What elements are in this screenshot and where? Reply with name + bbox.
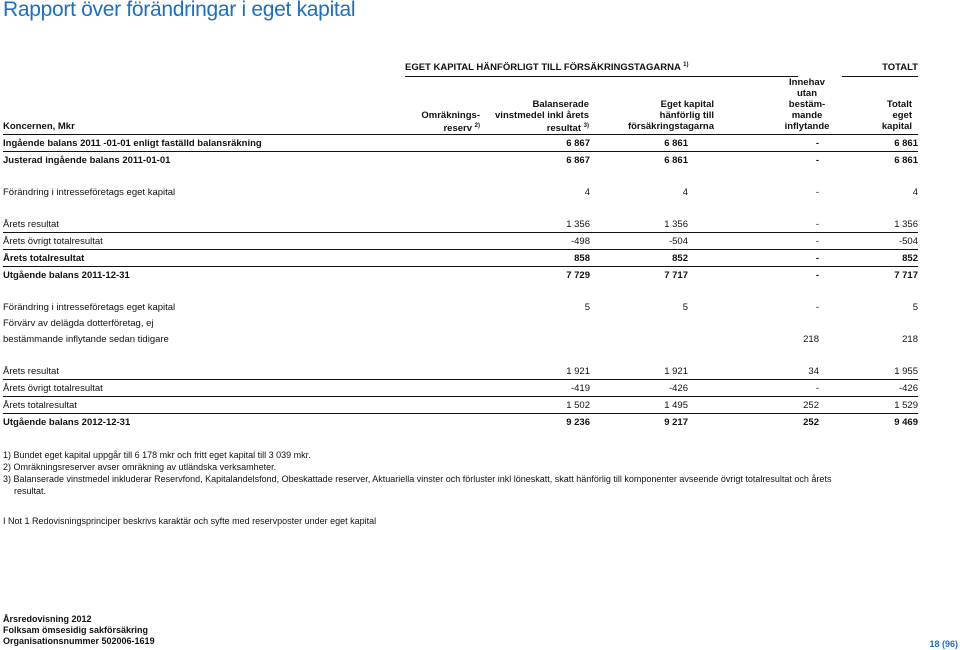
row-label: Årets resultat bbox=[3, 218, 59, 230]
group-header-text: EGET KAPITAL HÄNFÖRLIGT TILL FÖRSÄKRINGSTAGARNA bbox=[405, 62, 681, 74]
footnote-3: 3) Balanserade vinstmedel inkluderar Reservfond, Kapitalandelsfond, Obeskattade reserver, Aktuariella vinster och förluster inkl löneskatt, skatt hänförlig till komponenter avseende övrigt totalresultat och årets bbox=[3, 474, 832, 484]
cell-total-equity bbox=[819, 315, 918, 331]
cell-minority: - bbox=[688, 380, 819, 397]
cell-equity-policyholders: 9 217 bbox=[590, 414, 688, 431]
row-label: Årets övrigt totalresultat bbox=[3, 380, 479, 397]
cell-minority bbox=[688, 315, 819, 331]
cell-total-equity: 5 bbox=[912, 301, 918, 313]
row-label-header: Koncernen, Mkr bbox=[3, 121, 75, 132]
spacer-cell bbox=[3, 347, 918, 363]
cell-minority: - bbox=[688, 152, 819, 169]
col-header-line: Omräknings- bbox=[421, 110, 480, 121]
footnote-2: 2) Omräkningsreserver avser omräkning av utländska verksamheter. bbox=[3, 462, 277, 472]
col-header-line: hänförlig till bbox=[659, 110, 714, 121]
cell-minority: 252 bbox=[688, 414, 819, 431]
cell-equity-policyholders: 1 495 bbox=[590, 397, 688, 414]
cell-total-equity: 4 bbox=[912, 186, 918, 198]
cell-retained-earnings: 1 921 bbox=[566, 365, 590, 377]
cell-retained-earnings: 1 502 bbox=[479, 397, 590, 414]
cell-total-equity: 6 861 bbox=[819, 152, 918, 169]
row-label: Förändring i intresseföretags eget kapital bbox=[3, 186, 176, 198]
col-header-line: försäkringstagarna bbox=[627, 121, 714, 132]
cell-equity-policyholders: -504 bbox=[590, 233, 688, 250]
cell-retained-earnings: 1 356 bbox=[566, 218, 590, 230]
col-header-line: resultat bbox=[546, 123, 582, 135]
cell-equity-policyholders: 1 356 bbox=[664, 218, 688, 230]
col-header-line: kapital bbox=[881, 121, 912, 132]
group-underline-total bbox=[842, 76, 918, 77]
cell-retained-earnings: 858 bbox=[479, 250, 590, 267]
cell-minority: - bbox=[815, 186, 819, 198]
table-row bbox=[3, 380, 918, 397]
table-row bbox=[3, 414, 918, 431]
row-label: Förändring i intresseföretags eget kapital bbox=[3, 301, 176, 313]
footer bbox=[3, 614, 155, 647]
cell-total-equity: 9 469 bbox=[819, 414, 918, 431]
group-underline bbox=[405, 76, 798, 77]
cell-retained-earnings bbox=[479, 331, 590, 347]
cell-total-equity: -426 bbox=[819, 380, 918, 397]
cell-minority: 252 bbox=[688, 397, 819, 414]
page-title: Rapport över förändringar i eget kapital bbox=[3, 0, 356, 21]
row-label: Utgående balans 2011-12-31 bbox=[3, 267, 479, 284]
cell-equity-policyholders: 5 bbox=[682, 301, 688, 313]
cell-minority: - bbox=[688, 267, 819, 284]
col-header-line: Eget kapital bbox=[660, 99, 714, 110]
cell-minority: - bbox=[688, 250, 819, 267]
row-label: Årets totalresultat bbox=[3, 250, 479, 267]
cell-equity-policyholders: 7 717 bbox=[590, 267, 688, 284]
spacer-row bbox=[3, 347, 918, 363]
table-row bbox=[3, 363, 918, 380]
col-header-line: Totalt bbox=[886, 99, 912, 110]
col-header-retained-earnings bbox=[495, 99, 589, 134]
cell-equity-policyholders: -426 bbox=[590, 380, 688, 397]
spacer-cell bbox=[3, 283, 918, 299]
cell-minority: - bbox=[688, 233, 819, 250]
row-label: Årets övrigt totalresultat bbox=[3, 233, 479, 250]
cell-total-equity: 852 bbox=[819, 250, 918, 267]
col-header-line: reserv bbox=[443, 123, 473, 135]
cell-total-equity: 218 bbox=[902, 333, 918, 345]
col-header-line: Innehav bbox=[789, 77, 825, 88]
table-row bbox=[3, 184, 918, 200]
spacer-row bbox=[3, 168, 918, 184]
table-row bbox=[3, 250, 918, 267]
cell-retained-earnings: 6 867 bbox=[566, 137, 590, 149]
row-label: Förvärv av delägda dotterföretag, ej bbox=[3, 317, 154, 329]
col-header-line: vinstmedel inkl årets bbox=[495, 110, 589, 121]
row-label: bestämmande inflytande sedan tidigare bbox=[3, 333, 169, 345]
cell-minority: - bbox=[815, 218, 819, 230]
row-label: Utgående balans 2012-12-31 bbox=[3, 414, 479, 431]
cell-minority: - bbox=[815, 301, 819, 313]
spacer-cell bbox=[3, 168, 918, 184]
cell-equity-policyholders: 6 861 bbox=[590, 152, 688, 169]
table-row bbox=[3, 267, 918, 284]
col-header-minority bbox=[772, 77, 842, 132]
col-header-line: bestäm- bbox=[788, 99, 826, 110]
col-header-total-equity bbox=[882, 99, 912, 132]
row-label: Ingående balans 2011 -01-01 enligt faställd balansräkning bbox=[3, 137, 262, 149]
cell-retained-earnings bbox=[479, 315, 590, 331]
cell-retained-earnings: -419 bbox=[479, 380, 590, 397]
accounting-reference: I Not 1 Redovisningsprinciper beskrivs karaktär och syfte med reservposter under eget kapital bbox=[3, 516, 377, 526]
cell-equity-policyholders: 1 921 bbox=[664, 365, 688, 377]
cell-retained-earnings: 5 bbox=[584, 301, 590, 313]
spacer-cell bbox=[3, 200, 918, 216]
table-row bbox=[3, 152, 918, 169]
table-row bbox=[3, 299, 918, 315]
cell-retained-earnings: -498 bbox=[479, 233, 590, 250]
cell-retained-earnings: 6 867 bbox=[479, 152, 590, 169]
cell-total-equity: 1 955 bbox=[894, 365, 918, 377]
footnote-1: 1) Bundet eget kapital uppgår till 6 178 mkr och fritt eget kapital till 3 039 mkr. bbox=[3, 450, 311, 460]
spacer-row bbox=[3, 283, 918, 299]
col-header-line: eget bbox=[892, 110, 912, 121]
table-row bbox=[3, 397, 918, 414]
cell-total-equity: -504 bbox=[819, 233, 918, 250]
equity-table bbox=[3, 135, 918, 430]
footer-company: Folksam ömsesidig sakförsäkring bbox=[3, 625, 149, 635]
row-label: Justerad ingående balans 2011-01-01 bbox=[3, 152, 479, 169]
table-row bbox=[3, 315, 918, 331]
footnote-3-cont: resultat. bbox=[14, 486, 47, 496]
table-row bbox=[3, 216, 918, 233]
cell-minority: 34 bbox=[808, 365, 819, 377]
cell-retained-earnings: 7 729 bbox=[479, 267, 590, 284]
group-header-total: TOTALT bbox=[882, 62, 918, 73]
footnotes bbox=[3, 449, 923, 497]
spacer-row bbox=[3, 200, 918, 216]
cell-equity-policyholders bbox=[590, 315, 688, 331]
footer-org-number: Organisationsnummer 502006-1619 bbox=[3, 636, 155, 646]
cell-equity-policyholders: 4 bbox=[682, 186, 688, 198]
cell-total-equity: 7 717 bbox=[819, 267, 918, 284]
footnote-marker: 3) bbox=[583, 123, 589, 129]
page-number: 18 (96) bbox=[929, 639, 958, 649]
table-row bbox=[3, 331, 918, 347]
cell-equity-policyholders: 6 861 bbox=[664, 137, 688, 149]
cell-minority: - bbox=[815, 137, 819, 149]
footnote-marker: 2) bbox=[474, 123, 480, 129]
col-header-line: inflytande bbox=[784, 121, 830, 132]
col-header-translation-reserve bbox=[421, 110, 480, 134]
col-header-line: mande bbox=[791, 110, 823, 121]
cell-retained-earnings: 9 236 bbox=[479, 414, 590, 431]
cell-total-equity: 6 861 bbox=[894, 137, 918, 149]
footer-report-name: Årsredovisning 2012 bbox=[3, 614, 92, 624]
cell-total-equity: 1 356 bbox=[894, 218, 918, 230]
col-header-line: utan bbox=[796, 88, 818, 99]
cell-total-equity: 1 529 bbox=[819, 397, 918, 414]
cell-retained-earnings: 4 bbox=[584, 186, 590, 198]
cell-equity-policyholders: 852 bbox=[590, 250, 688, 267]
row-label: Årets resultat bbox=[3, 365, 59, 377]
row-label: Årets totalresultat bbox=[3, 397, 479, 414]
cell-equity-policyholders bbox=[590, 331, 688, 347]
table-row bbox=[3, 135, 918, 152]
col-header-equity-policyholders bbox=[628, 99, 714, 132]
footnote-marker: 1) bbox=[683, 62, 689, 68]
cell-minority: 218 bbox=[803, 333, 819, 345]
col-header-line: Balanserade bbox=[532, 99, 589, 110]
table-row bbox=[3, 233, 918, 250]
